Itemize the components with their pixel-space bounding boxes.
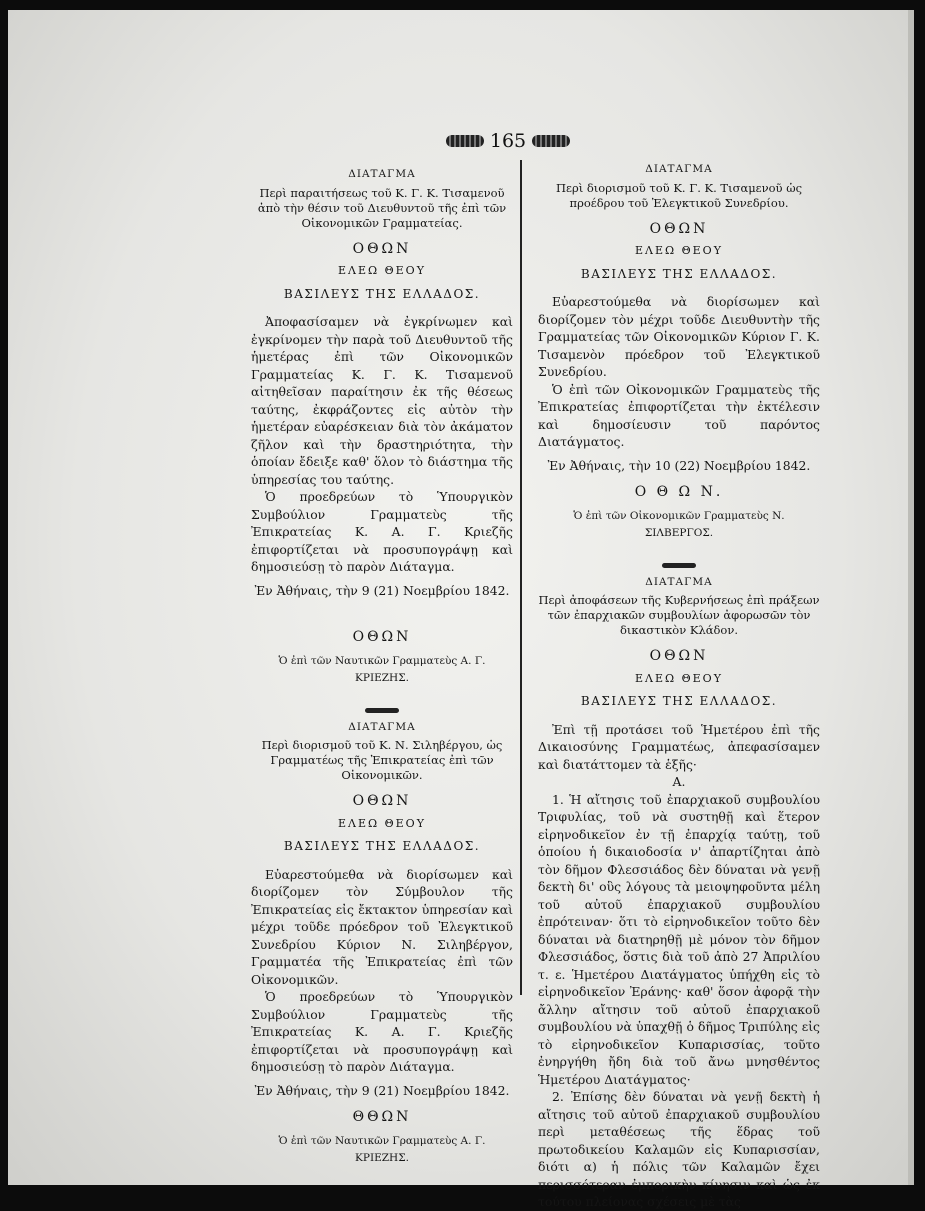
decree-subtitle: Περὶ παραιτήσεως τοῦ Κ. Γ. Κ. Τισαμενοῦ ἀπὸ τὴν θέσιν τοῦ Διευθυντοῦ τῆς ἐπὶ τῶν Οἰκονομικῶν Γραμματείας.: [257, 185, 507, 230]
decree-title: ΔΙΑΤΑΓΜΑ: [348, 168, 416, 180]
decree-subtitle: Περὶ διορισμοῦ τοῦ Κ. Ν. Σιληβέργου, ὡς Γραμματέως τῆς Ἐπικρατείας ἐπὶ τῶν Οἰκονομικῶν.: [261, 738, 503, 782]
king-name: ΟΘΩΝ: [352, 793, 412, 809]
king-name: ΟΘΩΝ: [352, 240, 412, 257]
decree-appointment-silivergos: [251, 719, 513, 1168]
decree-paragraph: Ὁ προεδρεύων τὸ Ὑπουργικὸν Συμβούλιον Γραμματεὺς τῆς Ἐπικρατείας Κ. Α. Γ. Κριεζῆς ἐπιφορτίζεται νὰ προσυπογράψῃ καὶ δημοσιεύσῃ τὸ παρὸν Διάταγμα.: [251, 989, 513, 1074]
decree-paragraph: Εὐαρεστούμεθα νὰ διορίσωμεν καὶ διορίζομεν τὸν Σύμβουλον τῆς Ἐπικρατείας εἰς ἔκτακτον ὑπηρεσίαν καὶ μέχρι τοῦδε πρόεδρον τοῦ Ἐλεγκτικοῦ Συνεδρίου Κύριον Ν. Σιληβέργον, Γραμματέα τῆς Ἐπικρατείας ἐπὶ τῶν Οἰκονομικῶν.: [251, 866, 513, 987]
ornament-right-icon: [532, 135, 570, 147]
page-header: [428, 130, 588, 154]
decree-subtitle: Περὶ ἀποφάσεων τῆς Κυβερνήσεως ἐπὶ πράξεων τῶν ἐπαρχιακῶν συμβουλίων ἀφορωσῶν τὸν δικαστικὸν Κλάδον.: [538, 593, 820, 637]
decree-paragraph: 1. Ἡ αἴτησις τοῦ ἐπαρχιακοῦ συμβουλίου Τριφυλίας, τοῦ νὰ συστηθῇ καὶ ἕτερον εἰρηνοδικεῖον ἐν τῇ ἐπαρχίᾳ ταύτῃ, τοῦ ὁποίου ἡ δικαιοδοσία ν' ἀπαρτίζηται ἀπὸ τὸν δῆμον Φλεσσιάδος δὲν δύναται νὰ γενῇ δεκτὴ δι' οὓς λόγους τὰ μειοψηφοῦντα μέλη τοῦ αὐτοῦ ἐπαρχιακοῦ συμβουλίου ἐπρότειναν· ὅτι τὸ εἰρηνοδικεῖον τοῦτο δὲν δύναται νὰ διατηρηθῇ μὲ μόνον τὸν δῆμον Φλεσσιάδος, ὅστις διὰ τοῦ ἀπὸ 27 Ἀπριλίου τ. ε. Ἡμετέρου Διατάγματος ὑπήχθη εἰς τὸ εἰρηνοδικεῖον Ἐράνης· καθ' ὅσον ἀφορᾷ τὴν ἄλλην αἴτησιν τοῦ αὐτοῦ ἐπαρχιακοῦ συμβουλίου νὰ ὑπαχθῇ ὁ δῆμος Τριπύλης εἰς τὸ εἰρηνοδικεῖον Κυπαρισσίας, τοῦτο ἐνηργήθη ἤδη διὰ τοῦ ἄνω μνησθέντος Ἡμετέρου Διατάγματος·: [538, 791, 820, 1087]
decree-paragraph: Ἀποφασίσαμεν νὰ ἐγκρίνωμεν καὶ ἐγκρίνομεν τὴν παρὰ τοῦ Διευθυντοῦ τῆς ἡμετέρας ἐπὶ τῶν Οἰκονομικῶν Γραμματείας Κ. Γ. Κ. Τισαμενοῦ αἰτηθεῖσαν παραίτησιν ἐκ τῆς θέσεως ταύτης, ἐκφράζοντες εἰς αὐτὸν τὴν ἡμετέραν εὐαρέσκειαν διὰ τὸν ἀκάματον ζῆλον καὶ τὴν δραστηριότητα, τὴν ὁποίαν ἔδειξε καθ' ὅλον τὸ διάστημα τῆς ὑπηρεσίας του ταύτης.: [251, 314, 513, 487]
decree-paragraph: Εὐαρεστούμεθα νὰ διορίσωμεν καὶ διορίζομεν τὸν μέχρι τοῦδε Διευθυντὴν τῆς Γραμματείας τῶν Οἰκονομικῶν Κύριον Γ. Κ. Τισαμενὸν πρόεδρον τοῦ Ἐλεγκτικοῦ Συνεδρίου.: [538, 294, 820, 379]
decree-resignation: [251, 166, 513, 688]
decree-paragraph: Ἐπὶ τῇ προτάσει τοῦ Ἡμετέρου ἐπὶ τῆς Δικαιοσύνης Γραμματέως, ἀπεφασίσαμεν καὶ διατάττομεν τὰ ἑξῆς·: [538, 721, 820, 772]
decree-subtitle: Περὶ διορισμοῦ τοῦ Κ. Γ. Κ. Τισαμενοῦ ὡς προέδρου τοῦ Ἐλεγκτικοῦ Συνεδρίου.: [555, 180, 803, 210]
decree-paragraph: 2. Ἐπίσης δὲν δύναται νὰ γενῇ δεκτὴ ἡ αἴτησις τοῦ αὐτοῦ ἐπαρχιακοῦ συμβουλίου περὶ μεταθέσεως τῆς ἕδρας τοῦ πρωτοδικείου Καλαμῶν εἰς Κυπαρισσίαν, διότι α) ἡ πόλις τῶν Καλαμῶν ἔχει περισσότεραν ἐμπορικὴν κίνησιν καὶ ὡς ἐκ τούτου πλείονας σχέσεις μὲ τὰς: [538, 1089, 820, 1209]
section-separator-icon: [662, 563, 696, 568]
king-signature: ΘΘΩΝ: [352, 1109, 412, 1125]
decree-title: ΔΙΑΤΑΓΜΑ: [645, 163, 713, 175]
section-separator-icon: [365, 708, 399, 713]
page-number: 165: [489, 130, 527, 152]
king-signature: Ο Θ Ω Ν.: [634, 484, 724, 500]
king-signature: ΟΘΩΝ: [352, 629, 412, 645]
decree-provincial-councils: [538, 574, 820, 1211]
grace-line: ΕΛΕΩ ΘΕΟΥ: [338, 816, 426, 830]
basileus-line: ΒΑΣΙΛΕΥΣ ΤΗΣ ΕΛΛΑΔΟΣ.: [283, 839, 481, 853]
minister-signature: Ὁ ἐπὶ τῶν Οἰκονομικῶν Γραμματεὺς Ν. ΣΙΛΒΕΡΓΟΣ.: [573, 509, 785, 539]
decree-appointment-tisamenos: [538, 161, 820, 543]
decree-date: Ἐν Ἀθήναις, τὴν 9 (21) Νοεμβρίου 1842.: [254, 1082, 510, 1098]
decree-title: ΔΙΑΤΑΓΜΑ: [348, 720, 416, 733]
left-column: [251, 160, 513, 1168]
basileus-line: ΒΑΣΙΛΕΥΣ ΤΗΣ ΕΛΛΑΔΟΣ.: [580, 266, 778, 281]
grace-line: ΕΛΕΩ ΘΕΟΥ: [338, 264, 426, 277]
article-heading: Α.: [672, 774, 686, 789]
grace-line: ΕΛΕΩ ΘΕΟΥ: [635, 671, 723, 685]
king-name: ΟΘΩΝ: [649, 220, 709, 237]
column-divider: [520, 160, 522, 995]
decree-date: Ἐν Ἀθήναις, τὴν 9 (21) Νοεμβρίου 1842.: [254, 582, 510, 598]
decree-date: Ἐν Ἀθήναις, τὴν 10 (22) Νοεμβρίου 1842.: [547, 457, 811, 473]
basileus-line: ΒΑΣΙΛΕΥΣ ΤΗΣ ΕΛΛΑΔΟΣ.: [580, 694, 778, 708]
grace-line: ΕΛΕΩ ΘΕΟΥ: [635, 244, 723, 257]
king-name: ΟΘΩΝ: [649, 648, 709, 664]
newspaper-page: [8, 10, 914, 1209]
basileus-line: ΒΑΣΙΛΕΥΣ ΤΗΣ ΕΛΛΑΔΟΣ.: [283, 286, 481, 301]
ornament-left-icon: [446, 135, 484, 147]
minister-signature: Ὁ ἐπὶ τῶν Ναυτικῶν Γραμματεὺς Α. Γ. ΚΡΙΕΖΗΣ.: [278, 654, 486, 684]
decree-title: ΔΙΑΤΑΓΜΑ: [645, 575, 713, 588]
minister-signature: Ὁ ἐπὶ τῶν Ναυτικῶν Γραμματεὺς Α. Γ. ΚΡΙΕΖΗΣ.: [278, 1134, 486, 1164]
decree-paragraph: Ὁ προεδρεύων τὸ Ὑπουργικὸν Συμβούλιον Γραμματεὺς τῆς Ἐπικρατείας Κ. Α. Γ. Κριεζῆς ἐπιφορτίζεται νὰ προσυπογράψῃ καὶ δημοσιεύσῃ τὸ παρὸν Διάταγμα.: [251, 489, 513, 574]
right-column: [538, 155, 820, 1211]
decree-paragraph: Ὁ ἐπὶ τῶν Οἰκονομικῶν Γραμματεὺς τῆς Ἐπικρατείας ἐπιφορτίζεται τὴν ἐκτέλεσιν καὶ δημοσίευσιν τοῦ παρόντος Διατάγματος.: [538, 381, 820, 449]
